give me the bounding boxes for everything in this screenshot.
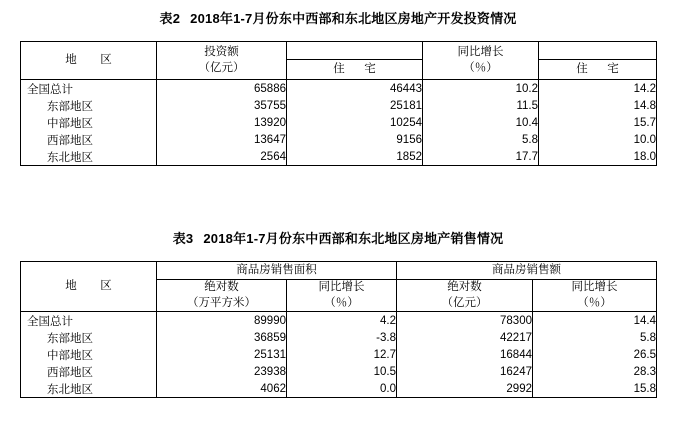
table3-header-amount-absolute: 绝对数 （亿元） [397, 280, 533, 312]
table3-header-amount-growth: 同比增长 （％） [533, 280, 657, 312]
table3-section [20, 228, 656, 398]
table-row [21, 363, 657, 380]
table2-row-growth: 17.7 [423, 148, 539, 166]
table3-header-amount-group: 商品房销售额 [397, 262, 657, 280]
table3-caption-title: 2018年1-7月份东中西部和东北地区房地产销售情况 [203, 231, 504, 246]
table2-row-label: 东部地区 [21, 97, 157, 114]
table3-body [21, 312, 657, 398]
table3-header-area-group: 商品房销售面积 [157, 262, 397, 280]
table-row [21, 346, 657, 363]
table3-row-amount: 2992 [397, 380, 533, 398]
table3-caption-number: 表3 [172, 231, 194, 246]
table2-header-growth-residential: 住 宅 [539, 60, 657, 80]
table2-row-growth: 11.5 [423, 97, 539, 114]
table2-row-growth-residential: 15.7 [539, 114, 657, 131]
table3-row-area-growth: 0.0 [287, 380, 397, 398]
table3-row-amount-growth: 14.4 [533, 312, 657, 330]
table2-row-label: 中部地区 [21, 114, 157, 131]
table2-header-invest: 投资额 （亿元） [157, 42, 287, 80]
table3-caption [20, 228, 656, 247]
table-row [21, 80, 657, 98]
table3-row-amount: 16247 [397, 363, 533, 380]
table3-row-amount-growth: 5.8 [533, 329, 657, 346]
table2-row-growth: 5.8 [423, 131, 539, 148]
table2-caption-number: 表2 [159, 11, 181, 26]
table3-row-amount: 78300 [397, 312, 533, 330]
table2-header-row-1 [21, 42, 657, 60]
table2-header-growth-spacer [539, 42, 657, 60]
table3-header-region: 地 区 [21, 262, 157, 312]
table2-row-invest-residential: 10254 [287, 114, 423, 131]
table3-header-area-absolute: 绝对数 （万平方米） [157, 280, 287, 312]
table2-caption [20, 8, 656, 27]
table3-row-amount: 42217 [397, 329, 533, 346]
table2-head [21, 42, 657, 80]
table3-row-label: 全国总计 [21, 312, 157, 330]
table2 [20, 41, 657, 166]
table2-section [20, 8, 656, 166]
table-row [21, 114, 657, 131]
table2-row-invest: 13647 [157, 131, 287, 148]
table3-row-amount-growth: 15.8 [533, 380, 657, 398]
table3-row-amount-growth: 28.3 [533, 363, 657, 380]
table-row [21, 97, 657, 114]
table2-row-invest-residential: 25181 [287, 97, 423, 114]
table2-row-label: 全国总计 [21, 80, 157, 98]
table3-row-label: 中部地区 [21, 346, 157, 363]
table2-row-invest: 35755 [157, 97, 287, 114]
table2-header-invest-residential: 住 宅 [287, 60, 423, 80]
table3-row-area: 36859 [157, 329, 287, 346]
table3-head [21, 262, 657, 312]
table3-row-area-growth: 4.2 [287, 312, 397, 330]
table3-row-amount: 16844 [397, 346, 533, 363]
table3-row-area-growth: -3.8 [287, 329, 397, 346]
table3 [20, 261, 657, 398]
table2-row-invest-residential: 1852 [287, 148, 423, 166]
table2-row-invest: 2564 [157, 148, 287, 166]
table3-row-area: 25131 [157, 346, 287, 363]
table3-row-area: 4062 [157, 380, 287, 398]
table-row [21, 148, 657, 166]
table2-row-invest-residential: 46443 [287, 80, 423, 98]
table2-row-growth-residential: 10.0 [539, 131, 657, 148]
table2-caption-title: 2018年1-7月份东中西部和东北地区房地产开发投资情况 [190, 11, 517, 26]
table-row [21, 380, 657, 398]
table2-row-invest: 65886 [157, 80, 287, 98]
table3-row-label: 东北地区 [21, 380, 157, 398]
table-row [21, 131, 657, 148]
table2-header-growth: 同比增长 （％） [423, 42, 539, 80]
table3-header-area-growth: 同比增长 （％） [287, 280, 397, 312]
table3-row-area-growth: 10.5 [287, 363, 397, 380]
table3-header-row-1 [21, 262, 657, 280]
table2-row-growth: 10.2 [423, 80, 539, 98]
table3-row-area: 23938 [157, 363, 287, 380]
table2-body [21, 80, 657, 166]
table2-row-growth-residential: 14.2 [539, 80, 657, 98]
table-row [21, 312, 657, 330]
table2-row-invest: 13920 [157, 114, 287, 131]
table2-row-label: 东北地区 [21, 148, 157, 166]
table2-row-growth-residential: 14.8 [539, 97, 657, 114]
table3-row-label: 东部地区 [21, 329, 157, 346]
table2-row-label: 西部地区 [21, 131, 157, 148]
table-row [21, 329, 657, 346]
table3-row-amount-growth: 26.5 [533, 346, 657, 363]
table3-row-area: 89990 [157, 312, 287, 330]
table2-row-growth-residential: 18.0 [539, 148, 657, 166]
table3-row-area-growth: 12.7 [287, 346, 397, 363]
table2-row-growth: 10.4 [423, 114, 539, 131]
table2-header-invest-spacer [287, 42, 423, 60]
table2-row-invest-residential: 9156 [287, 131, 423, 148]
table3-row-label: 西部地区 [21, 363, 157, 380]
table2-header-region: 地 区 [21, 42, 157, 80]
